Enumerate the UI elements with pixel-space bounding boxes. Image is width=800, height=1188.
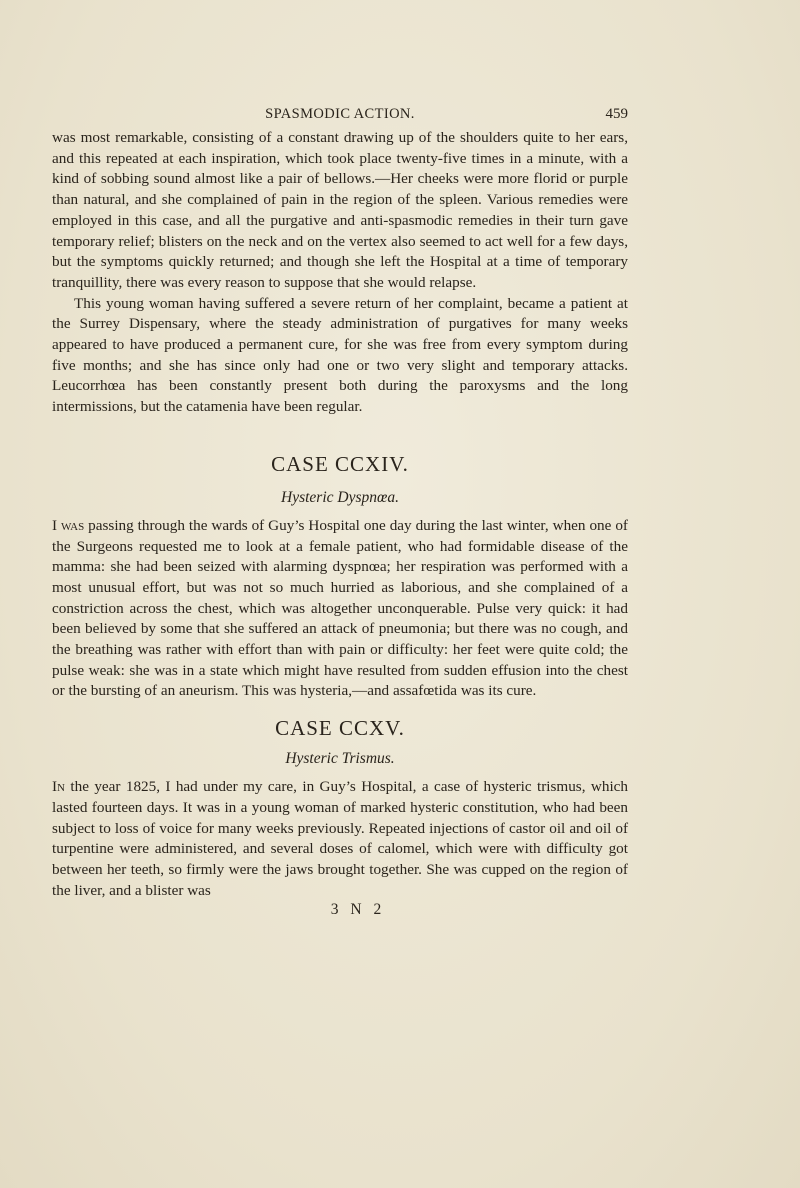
case-text: passing through the wards of Guy’s Hospital one day during the last winter, when one of the Surgeons requested me to look at a female patient, who had formidable disease of the mamma: she had been seized with alarming dyspnœa; her respiration was performed with a most unusual effort, but was not so much hurried as laborious, and she complained of a constriction across the chest, which was altogether unconquerable. Pulse very quick: it had been believed by some that she suffered an attack of pneumonia; but there was no cough, and the breathing was rather with effort than with pain or difficulty: her feet were quite cold; the pulse weak: she was in a state which might have resulted from sudden effusion into the chest or the bursting of an aneurism. This was hysteria,—and assafœtida was its cure. (52, 516, 628, 700)
page-header (52, 106, 628, 128)
case-paragraph (52, 516, 628, 702)
case-heading: CASE CCXIV. (271, 451, 409, 476)
lead-words: I was (52, 516, 85, 534)
lead-words: In (52, 778, 66, 796)
paragraph: This young woman having suffered a severe return of her complaint, became a patient at the Surrey Dispensary, where the steady administration of purgatives for many weeks appeared to have produced a permanent cure, for she was free from every symptom during five months; and she has since only had one or two very slight and temporary attacks. Leucorrhœa has been constantly present both during the paroxysms and the long intermissions, but the catamenia have been regular. (52, 294, 628, 416)
page-number: 459 (605, 106, 628, 122)
case-subheading: Hysteric Trismus. (285, 750, 395, 768)
case-text: the year 1825, I had under my care, in Guy’s Hospital, a case of hysteric trismus, which lasted fourteen days. It was in a young woman of marked hysteric constitution, who had been subject to loss of voice for many weeks previously. Repeated injections of castor oil and oil of turpentine were administered, and several doses of calomel, which were with difficulty got between her teeth, so firmly were the jaws brought together. She was cupped on the region of the liver, and a blister was (52, 778, 628, 899)
continued-paragraph: was most remarkable, consisting of a constant drawing up of the shoulders quite to her ears, and this repeated at each inspiration, which took place twenty-five times in a minute, with a kind of sobbing sound almost like a pair of bellows.—Her cheeks were more florid or purple than natural, and she complained of pain in the region of the spleen. Various remedies were employed in this case, and all the purgative and anti-spasmodic remedies in their turn gave temporary relief; blisters on the neck and on the vertex also seemed to act well for a few days, but the symptoms quickly returned; and though she left the Hospital at a time of temporary tranquillity, there was every reason to suppose that she would relapse. (52, 129, 628, 291)
signature-mark: 3 N 2 (330, 901, 386, 919)
case-paragraph (52, 777, 628, 901)
page-body (52, 128, 628, 919)
case-heading: CASE CCXV. (275, 716, 405, 741)
case-subheading: Hysteric Dyspnœa. (281, 488, 399, 506)
running-head: SPASMODIC ACTION. (265, 106, 415, 122)
